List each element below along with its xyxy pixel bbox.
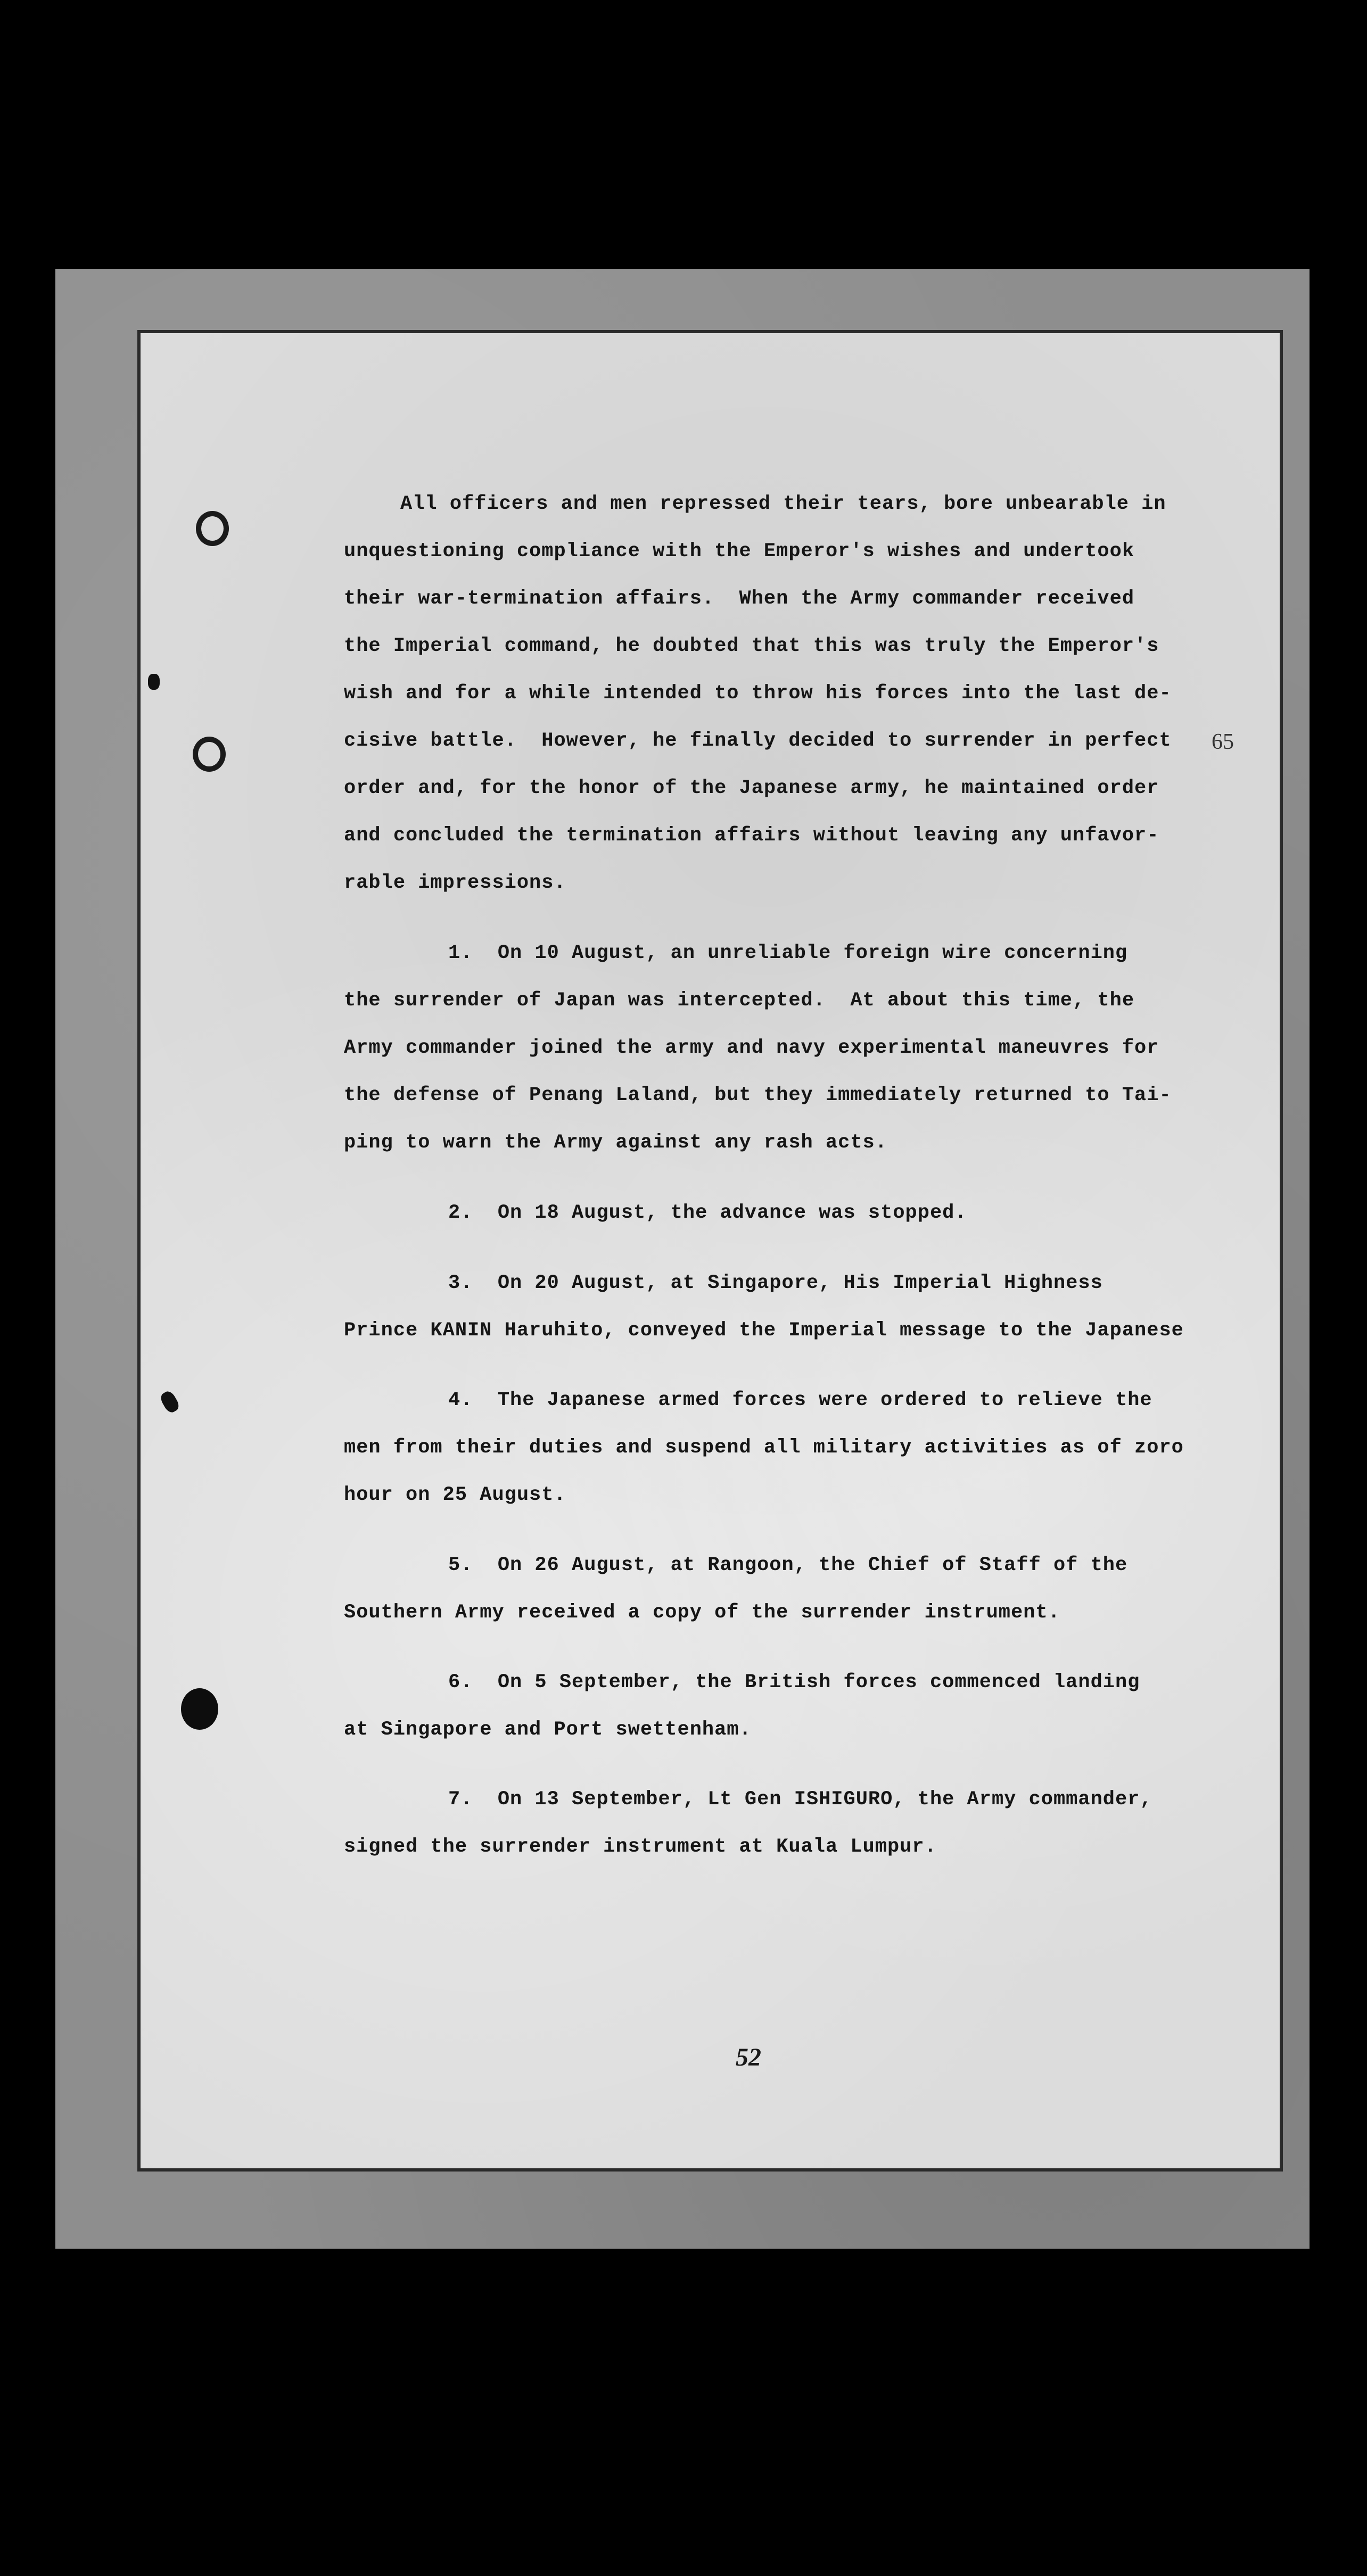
text-line: 3. On 20 August, at Singapore, His Imperial Highness bbox=[448, 1272, 1103, 1294]
text-line: the Imperial command, he doubted that this was truly the Emperor's bbox=[344, 635, 1159, 657]
text-line: Army commander joined the army and navy experimental maneuvres for bbox=[344, 1037, 1159, 1059]
ink-mark bbox=[148, 674, 160, 690]
text-line: Southern Army received a copy of the surrender instrument. bbox=[344, 1601, 1060, 1624]
text-line: the defense of Penang Laland, but they immediately returned to Tai- bbox=[344, 1084, 1172, 1107]
page-number: 52 bbox=[736, 2043, 761, 2071]
text-line: All officers and men repressed their tears, bore unbearable in bbox=[400, 493, 1166, 515]
text-line: wish and for a while intended to throw his forces into the last de- bbox=[344, 682, 1172, 705]
text-line: order and, for the honor of the Japanese army, he maintained order bbox=[344, 777, 1159, 799]
text-line: rable impressions. bbox=[344, 872, 566, 894]
ink-mark bbox=[159, 1389, 182, 1415]
punch-hole-middle bbox=[193, 737, 226, 772]
text-line: unquestioning compliance with the Emperor's wishes and undertook bbox=[344, 540, 1135, 563]
punch-hole-top bbox=[196, 511, 229, 546]
text-line: ping to warn the Army against any rash acts. bbox=[344, 1132, 887, 1154]
text-line: 1. On 10 August, an unreliable foreign wire concerning bbox=[448, 942, 1128, 964]
punch-hole-bottom bbox=[181, 1688, 218, 1730]
text-line: men from their duties and suspend all military activities as of zoro bbox=[344, 1436, 1184, 1459]
text-line: the surrender of Japan was intercepted. At about this time, the bbox=[344, 989, 1135, 1012]
text-line: 5. On 26 August, at Rangoon, the Chief of Staff of the bbox=[448, 1554, 1128, 1576]
text-line: hour on 25 August. bbox=[344, 1484, 566, 1506]
text-line: Prince KANIN Haruhito, conveyed the Imperial message to the Japanese bbox=[344, 1319, 1184, 1342]
text-line: 6. On 5 September, the British forces commenced landing bbox=[448, 1671, 1140, 1694]
text-line: 4. The Japanese armed forces were ordered to relieve the bbox=[448, 1389, 1152, 1411]
text-line: 7. On 13 September, Lt Gen ISHIGURO, the Army commander, bbox=[448, 1788, 1152, 1811]
text-line: their war-termination affairs. When the Army commander received bbox=[344, 588, 1135, 610]
margin-number: 65 bbox=[1212, 730, 1234, 754]
text-line: at Singapore and Port swettenham. bbox=[344, 1719, 752, 1741]
text-line: cisive battle. However, he finally decided to surrender in perfect bbox=[344, 730, 1172, 752]
text-line: signed the surrender instrument at Kuala Lumpur. bbox=[344, 1836, 937, 1858]
typed-page bbox=[137, 330, 1283, 2172]
text-line: and concluded the termination affairs without leaving any unfavor- bbox=[344, 824, 1159, 847]
text-line: 2. On 18 August, the advance was stopped. bbox=[448, 1202, 967, 1224]
